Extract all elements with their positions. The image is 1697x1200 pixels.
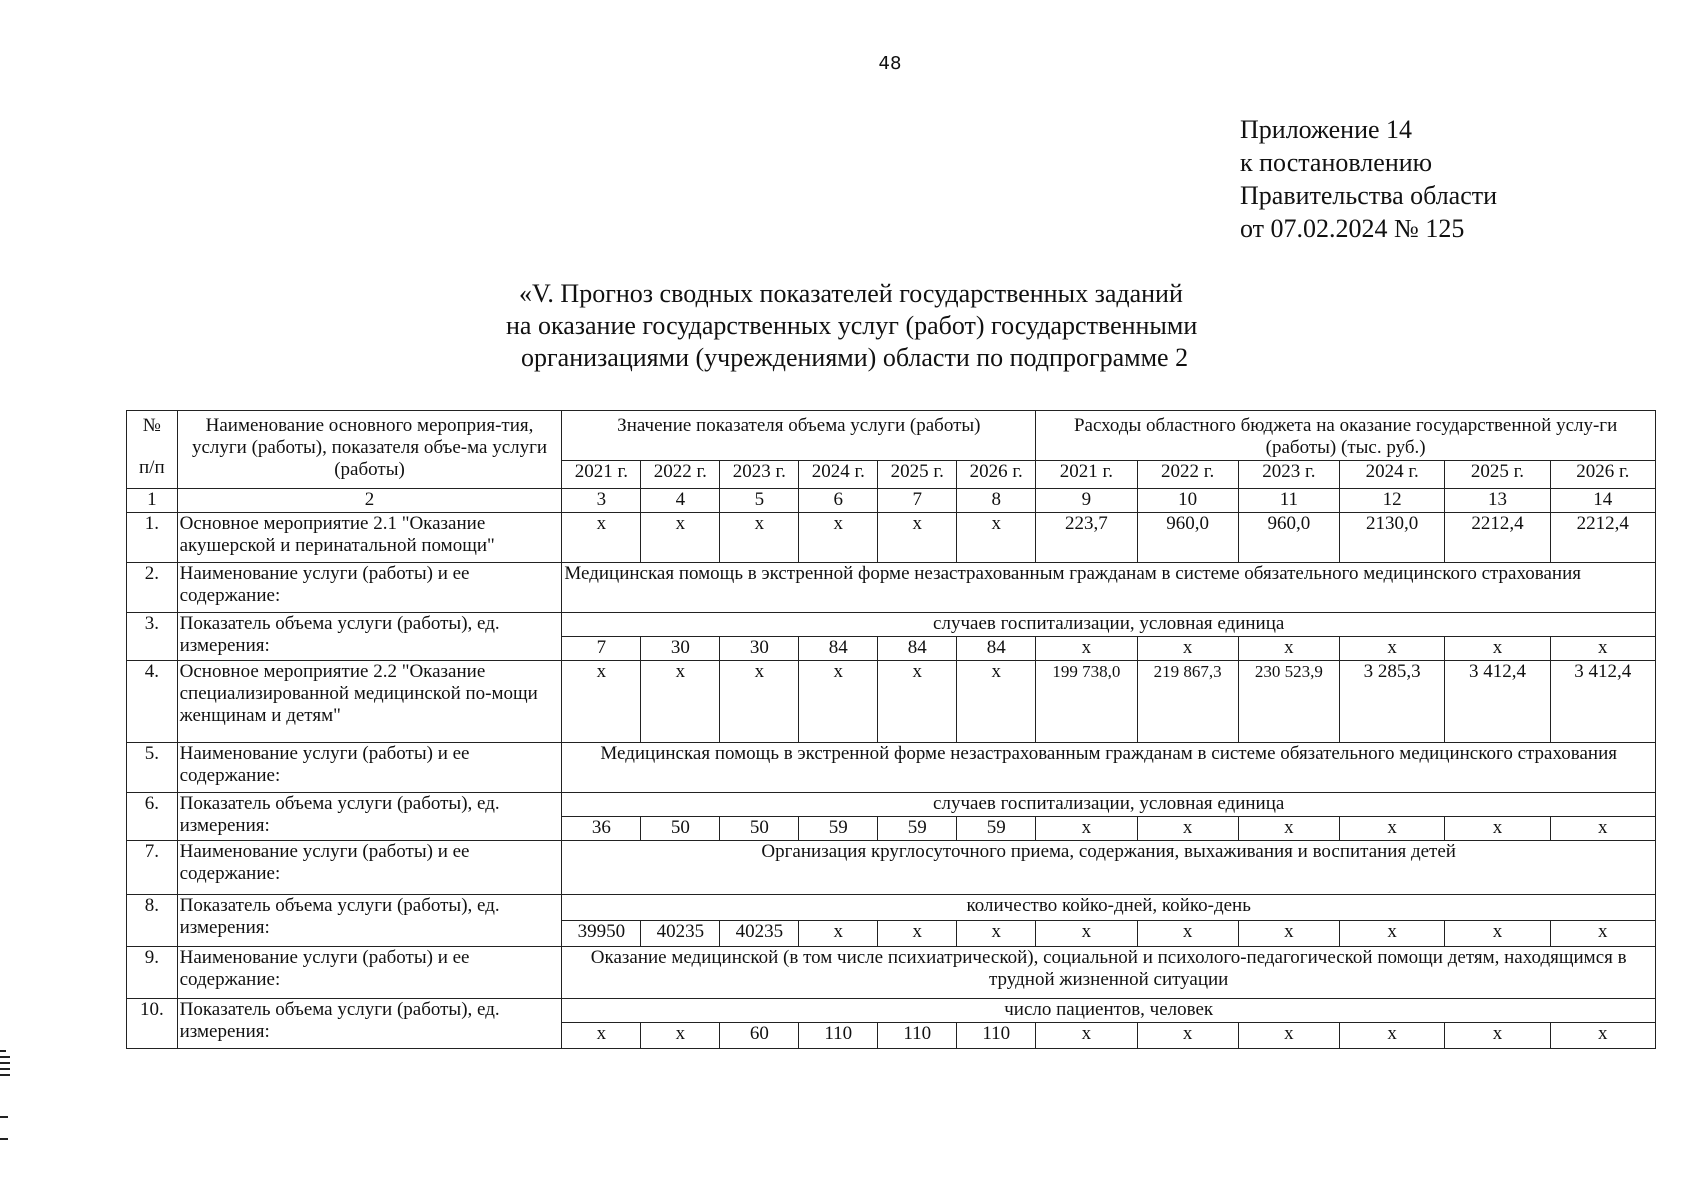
value-cell: х [1445, 637, 1550, 661]
header-name: Наименование основного мероприя-тия, услуги (работы), показателя объе-ма услуги (работы) [177, 411, 562, 489]
volume-cell: х [957, 513, 1036, 563]
value-cell: 110 [878, 1023, 957, 1049]
appendix-line: от 07.02.2024 № 125 [1240, 214, 1465, 243]
row-number: 7. [127, 841, 178, 895]
value-cell: 7 [562, 637, 641, 661]
year-cell: 2026 г. [957, 461, 1036, 489]
value-cell: х [1137, 1023, 1238, 1049]
row-name: Наименование услуги (работы) и ее содержание: [177, 563, 562, 613]
row-name: Основное мероприятие 2.1 "Оказание акушерской и перинатальной помощи" [177, 513, 562, 563]
appendix-line: Правительства области [1240, 181, 1498, 210]
value-cell: 36 [562, 817, 641, 841]
row-name: Наименование услуги (работы) и ее содержание: [177, 841, 562, 895]
volume-cell: х [720, 513, 799, 563]
volume-cell: х [799, 661, 878, 743]
value-cell: х [1445, 1023, 1550, 1049]
col-number: 8 [957, 489, 1036, 513]
row-number: 1. [127, 513, 178, 563]
value-cell: х [1445, 817, 1550, 841]
col-number: 7 [878, 489, 957, 513]
value-cell: х [1238, 1023, 1339, 1049]
expense-cell: 223,7 [1036, 513, 1137, 563]
col-number: 9 [1036, 489, 1137, 513]
value-cell: х [1137, 921, 1238, 947]
year-cell: 2023 г. [1238, 461, 1339, 489]
header-no-symbol: № [142, 415, 161, 436]
value-cell: 50 [641, 817, 720, 841]
row-name: Основное мероприятие 2.2 "Оказание специализированной медицинской по-мощи женщинам и детям" [177, 661, 562, 743]
volume-cell: х [878, 661, 957, 743]
col-number: 4 [641, 489, 720, 513]
table-row [127, 841, 1656, 895]
value-cell: 59 [799, 817, 878, 841]
col-number: 6 [799, 489, 878, 513]
table-row [127, 947, 1656, 999]
value-cell: х [1036, 817, 1137, 841]
volume-cell: х [641, 661, 720, 743]
appendix-line: к постановлению [1240, 148, 1433, 177]
expense-cell: 3 412,4 [1445, 661, 1550, 743]
volume-cell: х [562, 661, 641, 743]
value-cell: х [1137, 817, 1238, 841]
value-cell: х [1238, 817, 1339, 841]
value-cell: х [641, 1023, 720, 1049]
volume-cell: х [641, 513, 720, 563]
col-number: 2 [177, 489, 562, 513]
header-row [127, 411, 1656, 461]
expense-cell: 2212,4 [1550, 513, 1655, 563]
col-number: 12 [1340, 489, 1445, 513]
table-row [127, 999, 1656, 1023]
expense-cell: 960,0 [1238, 513, 1339, 563]
year-cell: 2023 г. [720, 461, 799, 489]
header-no [127, 411, 178, 489]
col-number: 1 [127, 489, 178, 513]
year-cell: 2024 г. [799, 461, 878, 489]
expense-cell: 960,0 [1137, 513, 1238, 563]
title-line: на оказание государственных услуг (работ) государственными [506, 311, 1198, 340]
value-cell: х [1445, 921, 1550, 947]
row-name: Показатель объема услуги (работы), ед. измерения: [177, 999, 562, 1049]
value-cell: 50 [720, 817, 799, 841]
value-cell: х [1036, 921, 1137, 947]
row-number: 5. [127, 743, 178, 793]
table-row [127, 743, 1656, 793]
value-cell: х [1238, 921, 1339, 947]
appendix-line: Приложение 14 [1240, 115, 1413, 144]
scan-margin-marks [0, 1050, 12, 1144]
expense-cell: 2130,0 [1340, 513, 1445, 563]
col-number: 14 [1550, 489, 1655, 513]
value-cell: 110 [799, 1023, 878, 1049]
col-number: 11 [1238, 489, 1339, 513]
value-cell: х [1036, 1023, 1137, 1049]
value-cell: х [1340, 921, 1445, 947]
year-cell: 2025 г. [1445, 461, 1550, 489]
value-cell: 59 [957, 817, 1036, 841]
header-volume-group: Значение показателя объема услуги (работы) [562, 411, 1036, 461]
value-cell: х [1238, 637, 1339, 661]
volume-cell: х [799, 513, 878, 563]
value-cell: 39950 [562, 921, 641, 947]
expense-cell: 230 523,9 [1238, 661, 1339, 743]
value-cell: х [799, 921, 878, 947]
value-cell: х [957, 921, 1036, 947]
column-number-row [127, 489, 1656, 513]
value-cell: 40235 [641, 921, 720, 947]
value-cell: х [1137, 637, 1238, 661]
row-number: 9. [127, 947, 178, 999]
row-name: Наименование услуги (работы) и ее содержание: [177, 947, 562, 999]
value-cell: 30 [641, 637, 720, 661]
page-number: 48 [878, 53, 902, 74]
row-name: Показатель объема услуги (работы), ед. измерения: [177, 793, 562, 841]
unit-of-measure: случаев госпитализации, условная единица [562, 793, 1656, 817]
value-cell: 30 [720, 637, 799, 661]
row-number: 4. [127, 661, 178, 743]
row-number: 6. [127, 793, 178, 841]
value-cell: х [1036, 637, 1137, 661]
value-cell: х [1550, 637, 1655, 661]
year-cell: 2021 г. [1036, 461, 1137, 489]
year-cell: 2026 г. [1550, 461, 1655, 489]
row-number: 10. [127, 999, 178, 1049]
table-row [127, 661, 1656, 743]
header-expense-group: Расходы областного бюджета на оказание государственной услу-ги (работы) (тыс. руб.) [1036, 411, 1656, 461]
table-row [127, 613, 1656, 637]
year-cell: 2024 г. [1340, 461, 1445, 489]
volume-cell: х [562, 513, 641, 563]
value-cell: 110 [957, 1023, 1036, 1049]
year-cell: 2021 г. [562, 461, 641, 489]
service-content: Медицинская помощь в экстренной форме незастрахованным гражданам в системе обязательного медицинского страхования [562, 563, 1656, 613]
unit-of-measure: случаев госпитализации, условная единица [562, 613, 1656, 637]
value-cell: х [1340, 637, 1445, 661]
year-cell: 2025 г. [878, 461, 957, 489]
value-cell: 84 [878, 637, 957, 661]
col-number: 13 [1445, 489, 1550, 513]
service-content: Оказание медицинской (в том числе психиатрической), социальной и психолого-педагогической помощи детям, находящимся в трудной жизненной ситуации [562, 947, 1656, 999]
expense-cell: 3 412,4 [1550, 661, 1655, 743]
col-number: 5 [720, 489, 799, 513]
service-content: Организация круглосуточного приема, содержания, выхаживания и воспитания детей [562, 841, 1656, 895]
value-cell: 59 [878, 817, 957, 841]
title-line: организациями (учреждениями) области по подпрограмме 2 [521, 343, 1189, 372]
volume-cell: х [720, 661, 799, 743]
title-line: «V. Прогноз сводных показателей государственных заданий [519, 279, 1183, 308]
value-cell: 84 [957, 637, 1036, 661]
table-row [127, 563, 1656, 613]
value-cell: х [1550, 921, 1655, 947]
unit-of-measure: количество койко-дней, койко-день [562, 895, 1656, 921]
unit-of-measure: число пациентов, человек [562, 999, 1656, 1023]
col-number: 3 [562, 489, 641, 513]
value-cell: 84 [799, 637, 878, 661]
indicators-table [126, 410, 1656, 1049]
expense-cell: 2212,4 [1445, 513, 1550, 563]
table-row [127, 513, 1656, 563]
header-no-sub: п/п [139, 457, 165, 478]
appendix-block [1240, 113, 1497, 245]
row-name: Показатель объема услуги (работы), ед. измерения: [177, 895, 562, 947]
year-cell: 2022 г. [641, 461, 720, 489]
value-cell: 40235 [720, 921, 799, 947]
row-number: 8. [127, 895, 178, 947]
expense-cell: 219 867,3 [1137, 661, 1238, 743]
table-row [127, 793, 1656, 817]
value-cell: х [562, 1023, 641, 1049]
row-name: Наименование услуги (работы) и ее содержание: [177, 743, 562, 793]
volume-cell: х [957, 661, 1036, 743]
value-cell: х [878, 921, 957, 947]
table-row [127, 895, 1656, 921]
service-content: Медицинская помощь в экстренной форме незастрахованным гражданам в системе обязательного медицинского страхования [562, 743, 1656, 793]
value-cell: х [1340, 1023, 1445, 1049]
value-cell: х [1340, 817, 1445, 841]
value-cell: 60 [720, 1023, 799, 1049]
volume-cell: х [878, 513, 957, 563]
col-number: 10 [1137, 489, 1238, 513]
value-cell: х [1550, 817, 1655, 841]
expense-cell: 199 738,0 [1036, 661, 1137, 743]
row-name: Показатель объема услуги (работы), ед. измерения: [177, 613, 562, 661]
year-cell: 2022 г. [1137, 461, 1238, 489]
row-number: 2. [127, 563, 178, 613]
value-cell: х [1550, 1023, 1655, 1049]
row-number: 3. [127, 613, 178, 661]
expense-cell: 3 285,3 [1340, 661, 1445, 743]
